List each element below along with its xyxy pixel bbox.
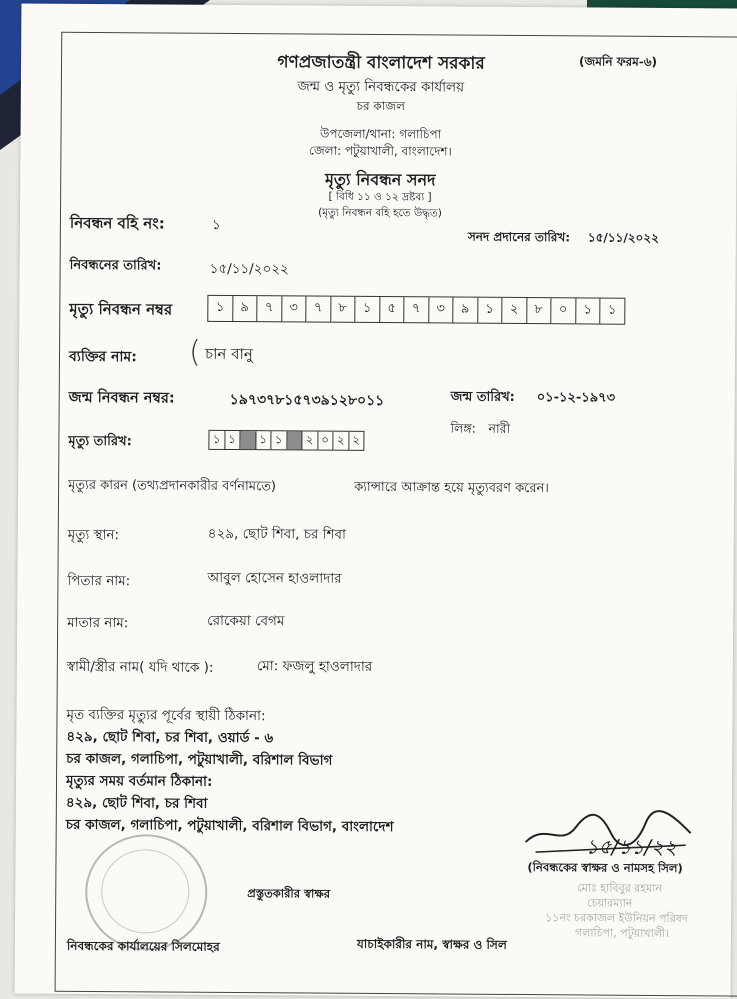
permanent-address-line1: ৪২৯, ছোট শিবা, চর শিবা, ওয়ার্ড - ৬ (66, 728, 274, 747)
gender-label: লিঙ্গ: (450, 420, 476, 436)
death-number-digit: ৭ (257, 296, 282, 321)
date-separator-box (240, 431, 256, 449)
name-brace: ( (188, 334, 201, 370)
death-date-digit: ২ (333, 432, 349, 450)
registration-date-label: নিবন্ধনের তারিখ: (69, 257, 162, 274)
death-number-digit: ৯ (233, 296, 258, 321)
district-line: জেলা: পটুয়াখালী, বাংলাদেশ। (309, 143, 452, 159)
book-number-value: ১ (211, 216, 221, 233)
current-address-line1: ৪২৯, ছোট শিবা, চর শিবা (65, 794, 208, 812)
preparer-signature-label: প্রস্তুতকারীর স্বাক্ষর (247, 886, 331, 901)
gender-value: নারী (488, 420, 511, 436)
death-number-digit: ২ (502, 298, 527, 323)
current-address-line2: চর কাজল, গলাচিপা, পটুয়াখালী, বরিশাল বিভাগ, বাংলাদেশ (65, 816, 394, 836)
current-address-label: মৃত্যুর সময় বর্তমান ঠিকানা: (65, 772, 213, 790)
registrar-stamp-office: ১১নং চরকাজল ইউনিয়ন পরিষদ (545, 911, 688, 926)
registrar-stamp-place: গলাচিপা, পটুয়াখালী। (574, 926, 670, 941)
dob-value: ০১-১২-১৯৭৩ (536, 390, 616, 406)
person-name-label: ব্যক্তির নাম: (68, 348, 137, 366)
permanent-address-label: মৃত ব্যক্তির মৃত্যুর পূর্বের স্থায়ী ঠিকানা: (66, 706, 266, 725)
death-date-boxes (208, 430, 364, 451)
signature-date: ১৫/১১/২২ (585, 834, 678, 860)
death-number-digit: ১ (478, 298, 503, 323)
registration-date-value: ১৫/১১/২০২২ (209, 260, 289, 278)
death-number-digit: ৭ (306, 297, 331, 322)
office-name: জন্ম ও মৃত্যু নিবন্ধকের কার্যালয় (297, 78, 465, 96)
registrar-stamp-title: চেয়ারম্যান (587, 896, 633, 910)
father-name-value: আবুল হোসেন হাওলাদার (207, 569, 342, 587)
death-date-digit: ১ (271, 431, 287, 449)
death-date-digit: ২ (352, 432, 360, 447)
death-number-digit: ৭ (404, 297, 429, 322)
death-date-digit: ১ (209, 431, 225, 449)
death-number-digit: ৮ (331, 297, 356, 322)
death-number-digit: ৯ (453, 298, 478, 323)
cause-value: ক্যান্সারে আক্রান্ত হয়ে মৃত্যুবরণ করেন। (354, 479, 550, 497)
spouse-name-label: স্বামী/স্ত্রীর নাম( যদি থাকে ): (66, 658, 214, 676)
death-registration-label: মৃত্যু নিবন্ধন নম্বর (69, 299, 173, 319)
rule-reference: [ বিধি ১১ ও ১২ দ্রষ্টব্য ] (328, 190, 432, 204)
person-name-value: চান বানু (204, 344, 253, 364)
death-date-digit: ২ (302, 431, 318, 449)
death-number-digit: ৩ (429, 297, 454, 322)
mother-name-value: রোকেয়া বেগম (207, 612, 285, 630)
union-name: চর কাজল (356, 98, 406, 114)
spouse-name-value: মো: ফজলু হাওলাদার (256, 658, 373, 675)
death-date-digit: ১ (225, 431, 241, 449)
permanent-address-line2: চর কাজল, গলাচিপা, পটুয়াখালী, বরিশাল বিভাগ (66, 750, 333, 769)
death-date-digit: ০ (318, 432, 334, 450)
death-number-digit: ১ (208, 296, 233, 321)
death-number-digit: ১ (607, 302, 617, 318)
death-number-digit: ৮ (527, 298, 552, 323)
book-number-label: নিবন্ধন বহি নং: (69, 213, 165, 233)
father-name-label: পিতার নাম: (67, 572, 131, 590)
dob-label: জন্ম তারিখ: (450, 389, 515, 405)
registrar-caption: (নিবন্ধকের স্বাক্ষর ও নামসহ সিল) (527, 860, 683, 876)
issue-date-value: ১৫/১১/২০২২ (587, 230, 660, 245)
death-place-value: ৪২৯, ছোট শিবা, চর শিবা (207, 525, 347, 543)
document-title: মৃত্যু নিবন্ধন সনদ (324, 169, 436, 190)
office-seal (85, 834, 208, 951)
source-note: (মৃত্যু নিবন্ধন বহি হতে উদ্ধৃত) (318, 206, 442, 220)
birth-registration-value: ১৯৭৩৭৮১৫৭৩৯১২৮০১১ (229, 391, 385, 410)
office-seal-label: নিবন্ধকের কার্যালয়ের সিলমোহর (66, 938, 220, 954)
death-registration-number (207, 295, 625, 325)
issue-date-label: সনদ প্রদানের তারিখ: (467, 229, 571, 245)
form-code: (জমনি ফরম-৬) (579, 54, 658, 69)
death-date-label: মৃত্যু তারিখ: (68, 433, 132, 450)
birth-registration-label: জন্ম নিবন্ধন নম্বর: (68, 389, 175, 407)
death-number-digit: ১ (576, 298, 601, 323)
verifier-label: যাচাইকারীর নাম, স্বাক্ষর ও সিল (356, 936, 507, 952)
death-number-digit: ৩ (282, 296, 307, 321)
government-title: গণপ্রজাতন্ত্রী বাংলাদেশ সরকার (277, 52, 485, 74)
death-date-digit: ১ (256, 431, 272, 449)
death-number-digit: ১ (355, 297, 380, 322)
mother-name-label: মাতার নাম: (67, 614, 129, 632)
registrar-stamp-name: মোঃ হাবিবুর রহমান (577, 881, 663, 896)
cause-label: মৃত্যুর কারন (তথ্যপ্রদানকারীর বর্ণনামতে) (68, 477, 277, 495)
upazila-line: উপজেলা/থানা: গলাচিপা (319, 126, 442, 142)
certificate-sheet (15, 4, 737, 999)
death-place-label: মৃত্যু স্থান: (67, 526, 120, 544)
date-separator-box (287, 431, 303, 449)
death-number-digit: ৫ (380, 297, 405, 322)
death-number-digit: ০ (551, 298, 576, 323)
